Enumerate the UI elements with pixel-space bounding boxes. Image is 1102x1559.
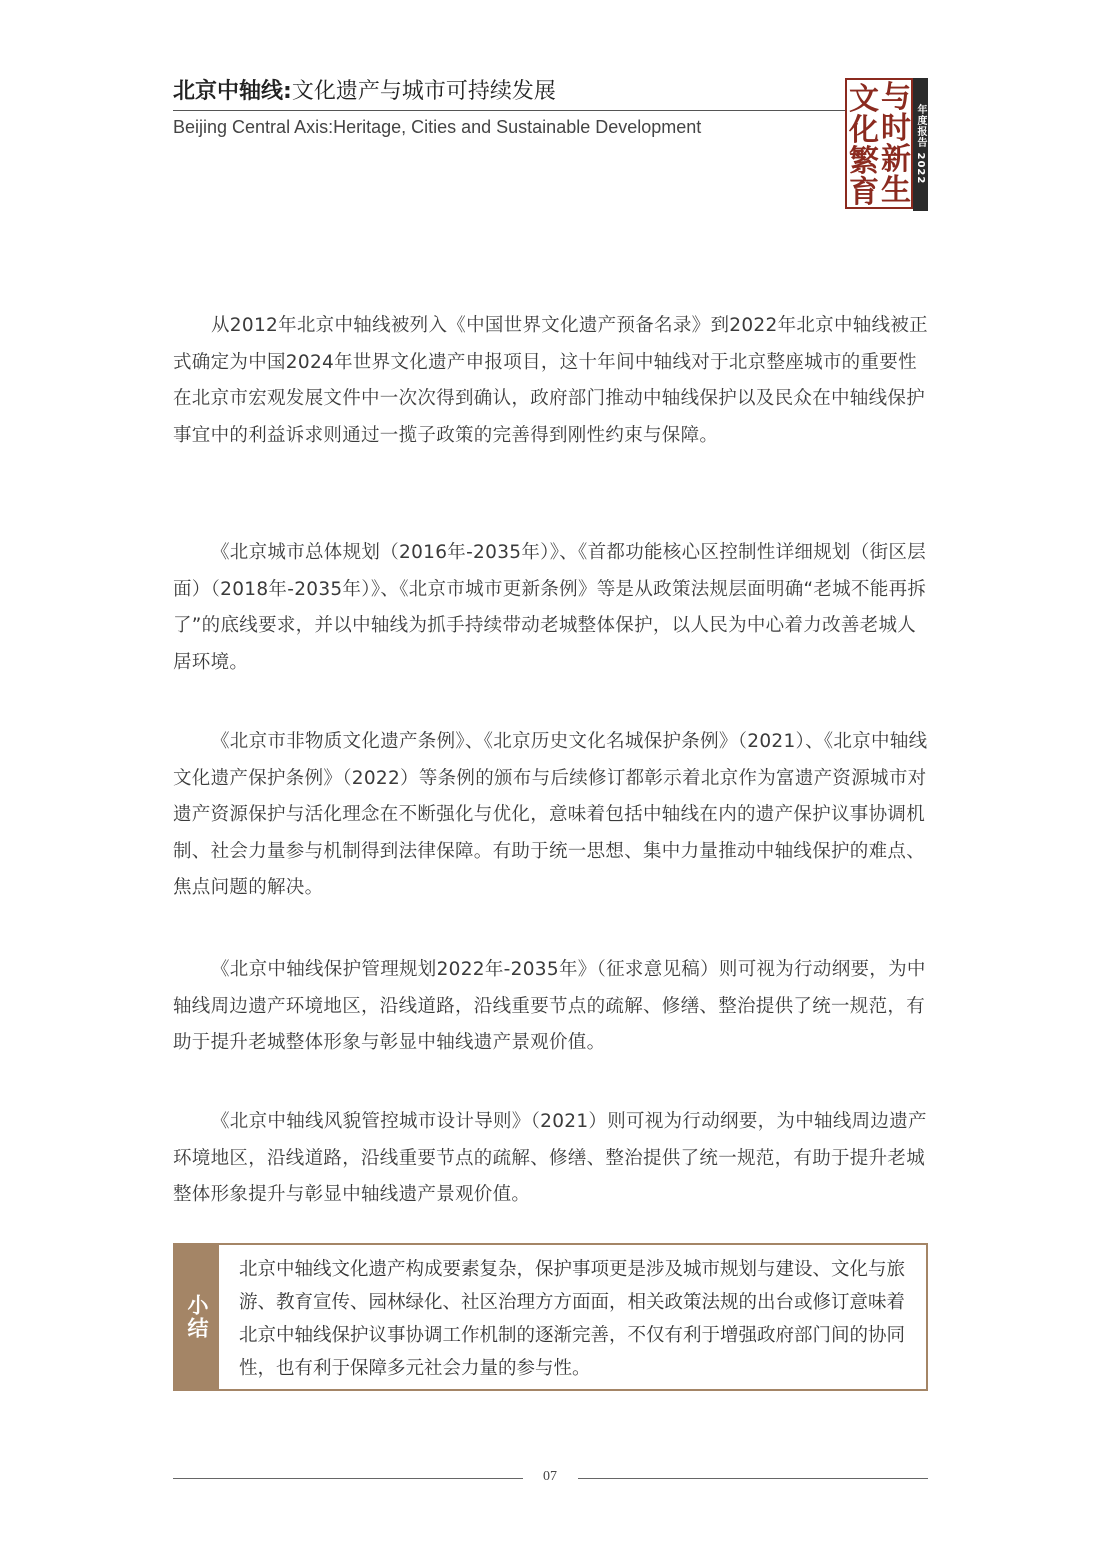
body-paragraph-2: 《北京城市总体规划（2016年-2035年）》、《首都功能核心区控制性详细规划（街区层面）（2018年-2035年）》、《北京市城市更新条例》等是从政策法规层面明确“老城不能再拆了”的底线要求，并以中轴线为抓手持续带动老城整体保护，以人民为中心着力改善老城人居环境。 [173, 542, 927, 673]
logo-char-3: 新 [881, 142, 911, 177]
logo-char-4: 生 [881, 173, 911, 208]
body-paragraph-5: 《北京中轴线风貌管控城市设计导则》（2021）则可视为行动纲要，为中轴线周边遗产环境地区，沿线道路，沿线重要节点的疏解、修缮、整治提供了统一规范，有助于提升老城整体形象提升与彰显中轴线遗产景观价值。 [173, 1111, 927, 1205]
summary-label: 小结 [175, 1245, 219, 1389]
logo-char-5: 文 [849, 82, 879, 117]
logo-char-7: 繁 [849, 144, 879, 179]
body-paragraph-4: 《北京中轴线保护管理规划2022年-2035年》（征求意见稿）则可视为行动纲要，为中轴线周边遗产环境地区，沿线道路，沿线重要节点的疏解、修缮、整治提供了统一规范，有助于提升老城整体形象与彰显中轴线遗产景观价值。 [173, 959, 926, 1053]
header-subtitle: Beijing Central Axis:Heritage, Cities and Sustainable Development [173, 117, 702, 137]
header-title-rest: 文化遗产与城市可持续发展 [291, 79, 556, 104]
summary-box [173, 1243, 928, 1391]
logo-char-6: 化 [849, 113, 879, 148]
logo-char-8: 育 [849, 175, 879, 210]
page-number: 07 [543, 1469, 557, 1484]
logo-char-1: 与 [881, 80, 911, 115]
footer-divider-left [173, 1478, 523, 1479]
logo-frame [845, 78, 913, 209]
footer-divider-right [578, 1478, 928, 1479]
report-logo [845, 78, 928, 211]
header-title [173, 74, 556, 105]
summary-text: 北京中轴线文化遗产构成要素复杂，保护事项更是涉及城市规划与建设、文化与旅游、教育宣传、园林绿化、社区治理方方面面，相关政策法规的出台或修订意味着北京中轴线保护议事协调工作机制的逐渐完善，不仅有利于增强政府部门间的协同性，也有利于保障多元社会力量的参与性。 [239, 1259, 906, 1379]
header-title-bold: 北京中轴线: [173, 79, 292, 104]
logo-strip-text: 年度报告 2022 [913, 78, 928, 211]
body-paragraph-3: 《北京市非物质文化遗产条例》、《北京历史文化名城保护条例》（2021）、《北京中轴线文化遗产保护条例》（2022）等条例的颁布与后续修订都彰示着北京作为富遗产资源城市对遗产资源保护与活化理念在不断强化与优化，意味着包括中轴线在内的遗产保护议事协调机制、社会力量参与机制得到法律保障。有助于统一思想、集中力量推动中轴线保护的难点、焦点问题的解决。 [173, 731, 928, 898]
header-divider [173, 110, 845, 111]
logo-char-2: 时 [881, 111, 911, 146]
body-paragraph-1: 从2012年北京中轴线被列入《中国世界文化遗产预备名录》到2022年北京中轴线被正式确定为中国2024年世界文化遗产申报项目，这十年间中轴线对于北京整座城市的重要性在北京市宏观发展文件中一次次得到确认，政府部门推动中轴线保护以及民众在中轴线保护事宜中的利益诉求则通过一揽子政策的完善得到刚性约束与保障。 [173, 315, 928, 446]
